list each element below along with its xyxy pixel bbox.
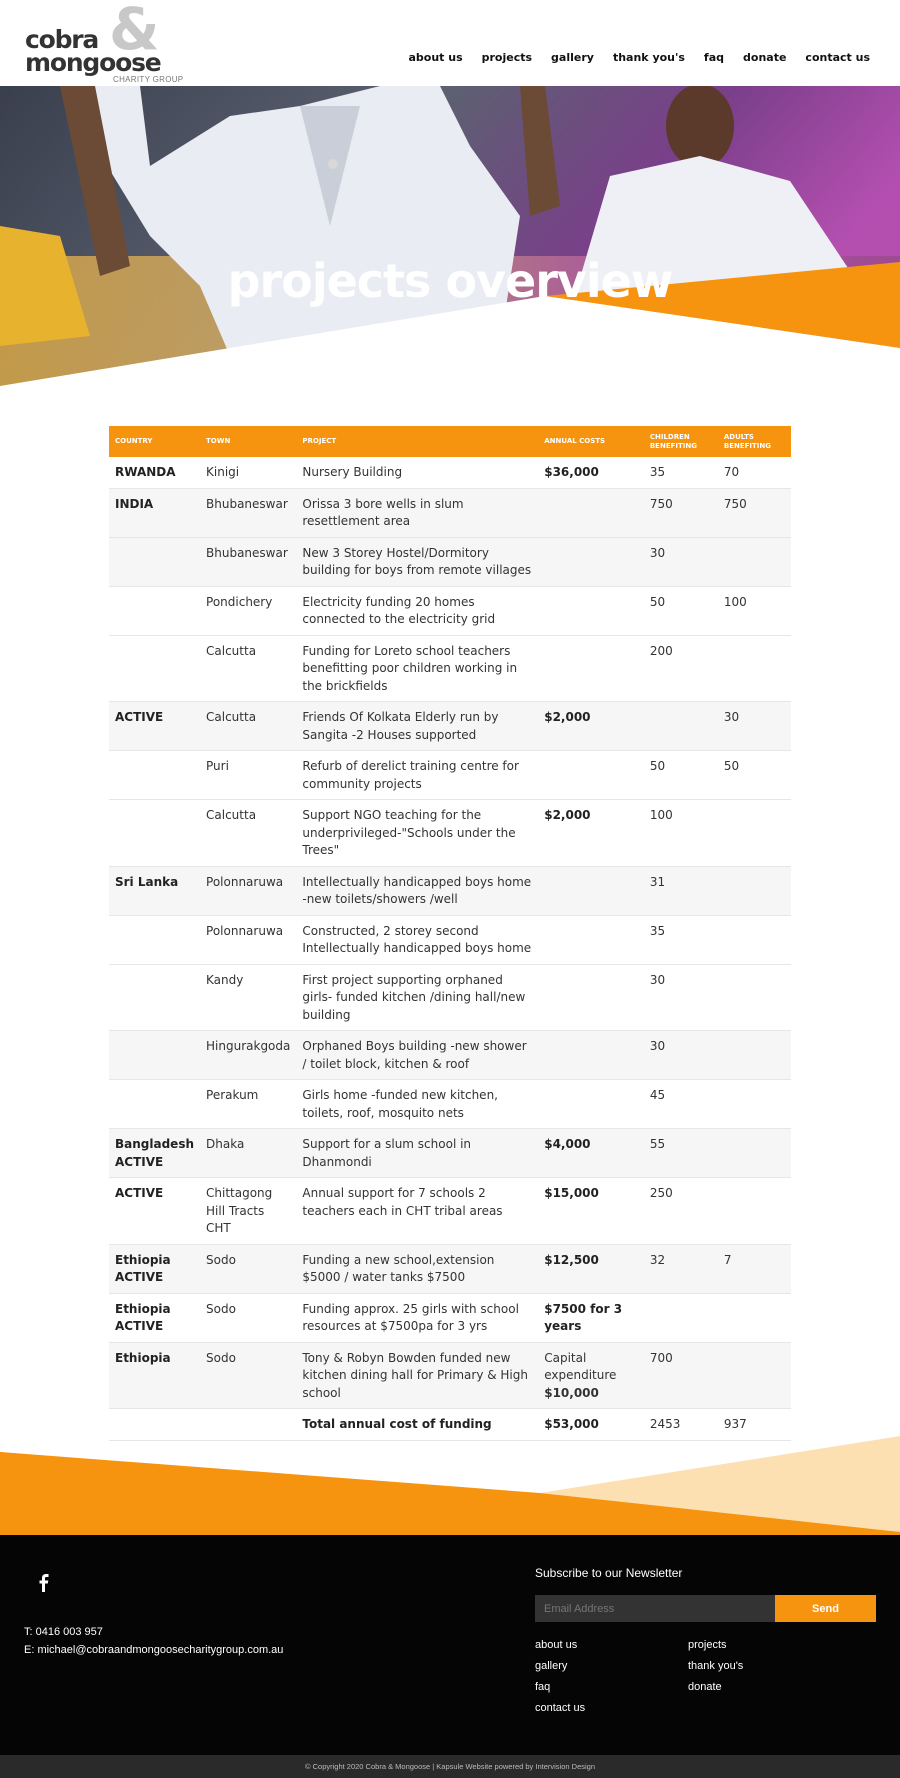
cell-country: Bangladesh ACTIVE [109, 1129, 200, 1178]
table-row [109, 1244, 791, 1293]
cell-children: 750 [644, 488, 718, 537]
cell-country: Ethiopia [109, 1342, 200, 1409]
cell-children: 700 [644, 1342, 718, 1409]
nav-thank-yous[interactable]: thank you's [612, 51, 685, 64]
cell-country: Ethiopia ACTIVE [109, 1293, 200, 1342]
cell-project: Girls home -funded new kitchen, toilets, roof, mosquito nets [296, 1080, 538, 1129]
cell-town: Hingurakgoda [200, 1031, 296, 1080]
footer-link-gallery[interactable]: gallery [535, 1660, 568, 1672]
footer-link-projects[interactable]: projects [688, 1639, 727, 1651]
cell-country: RWANDA [109, 457, 200, 488]
cell-annual-cost [538, 751, 644, 800]
table-row [109, 586, 791, 635]
cell-country [109, 635, 200, 702]
cell-country [109, 586, 200, 635]
cell-annual-cost: $7500 for 3 years [538, 1293, 644, 1342]
cell-town: Puri [200, 751, 296, 800]
cell-project: Annual support for 7 schools 2 teachers each in CHT tribal areas [296, 1178, 538, 1245]
cell-town: Bhubaneswar [200, 488, 296, 537]
logo-word-cobra: cobra [25, 25, 99, 54]
cell-adults [718, 866, 791, 915]
cell-adults: 30 [718, 702, 791, 751]
table-row [109, 964, 791, 1031]
nav-faq[interactable]: faq [703, 51, 725, 64]
cell-town: Perakum [200, 1080, 296, 1129]
main-nav [389, 51, 870, 64]
projects-table [109, 426, 791, 1441]
cell-annual-cost: $2,000 [538, 702, 644, 751]
cell-project: First project supporting orphaned girls- funded kitchen /dining hall/new building [296, 964, 538, 1031]
cell-annual-cost [538, 1031, 644, 1080]
logo-ampersand: & [109, 0, 160, 63]
phone-number: T: 0416 003 957 [24, 1626, 103, 1638]
cell-project: Friends Of Kolkata Elderly run by Sangita -2 Houses supported [296, 702, 538, 751]
newsletter-email-input[interactable] [535, 1595, 775, 1622]
cell-children: 200 [644, 635, 718, 702]
cell-children: 50 [644, 751, 718, 800]
cell-children: 100 [644, 800, 718, 867]
cell-project: Refurb of derelict training centre for community projects [296, 751, 538, 800]
copyright-bar: © Copyright 2020 Cobra & Mongoose | Kapsule Website powered by Intervision Design [0, 1755, 900, 1778]
cell-annual-cost [538, 635, 644, 702]
cell-adults [718, 635, 791, 702]
table-row [109, 457, 791, 488]
cell-town: Sodo [200, 1342, 296, 1409]
col-adults-benefiting: ADULTS BENEFITING [718, 426, 791, 457]
footer-link-donate[interactable]: donate [688, 1681, 722, 1693]
contact-info [24, 1623, 283, 1659]
cell-project: Intellectually handicapped boys home -new toilets/showers /well [296, 866, 538, 915]
cell-town: Calcutta [200, 635, 296, 702]
decorative-band [0, 1436, 900, 1536]
cell-town: Pondichery [200, 586, 296, 635]
cell-annual-cost: Capital expenditure $10,000 [538, 1342, 644, 1409]
cell-project: Tony & Robyn Bowden funded new kitchen dining hall for Primary & High school [296, 1342, 538, 1409]
footer-link-thank-yous[interactable]: thank you's [688, 1660, 744, 1672]
total-cost: $53,000 [538, 1409, 644, 1441]
table-row [109, 800, 791, 867]
cell-town: Chittagong Hill Tracts CHT [200, 1178, 296, 1245]
cell-project: Funding approx. 25 girls with school resources at $7500pa for 3 yrs [296, 1293, 538, 1342]
cell-annual-cost [538, 866, 644, 915]
cell-project: Orissa 3 bore wells in slum resettlement area [296, 488, 538, 537]
table-row [109, 1293, 791, 1342]
cell-adults [718, 1129, 791, 1178]
cell-town: Calcutta [200, 800, 296, 867]
cell-town: Polonnaruwa [200, 866, 296, 915]
footer-link-about-us[interactable]: about us [535, 1639, 578, 1651]
table-row [109, 1178, 791, 1245]
cell-annual-cost: $12,500 [538, 1244, 644, 1293]
cell-annual-cost: $2,000 [538, 800, 644, 867]
facebook-icon[interactable] [38, 1574, 50, 1592]
newsletter-send-button[interactable]: Send [775, 1595, 876, 1622]
cell-country [109, 751, 200, 800]
hero-photo [0, 86, 900, 396]
site-header [0, 0, 900, 86]
cell-children: 55 [644, 1129, 718, 1178]
cell-children: 32 [644, 1244, 718, 1293]
cell-project: New 3 Storey Hostel/Dormitory building for boys from remote villages [296, 537, 538, 586]
col-project: PROJECT [296, 426, 538, 457]
cell-adults: 50 [718, 751, 791, 800]
table-row [109, 1031, 791, 1080]
cell-country [109, 915, 200, 964]
cell-adults [718, 1080, 791, 1129]
col-country: COUNTRY [109, 426, 200, 457]
cell-annual-cost [538, 915, 644, 964]
cell-town: Dhaka [200, 1129, 296, 1178]
table-body [109, 457, 791, 1440]
cell-children: 45 [644, 1080, 718, 1129]
site-logo[interactable] [25, 0, 190, 84]
cell-adults: 750 [718, 488, 791, 537]
cell-adults: 70 [718, 457, 791, 488]
cell-country: ACTIVE [109, 1178, 200, 1245]
table-row [109, 537, 791, 586]
cell-annual-cost [538, 586, 644, 635]
cell-project: Funding a new school,extension $5000 / water tanks $7500 [296, 1244, 538, 1293]
footer-links [535, 1639, 785, 1729]
cell-town: Sodo [200, 1293, 296, 1342]
cell-town: Polonnaruwa [200, 915, 296, 964]
total-label: Total annual cost of funding [296, 1409, 538, 1441]
cell-children: 250 [644, 1178, 718, 1245]
table-row [109, 702, 791, 751]
nav-contact-us[interactable]: contact us [805, 51, 870, 64]
cell-town: Calcutta [200, 702, 296, 751]
cell-country: ACTIVE [109, 702, 200, 751]
cell-country [109, 1031, 200, 1080]
table-header-row [109, 426, 791, 457]
cell-adults: 100 [718, 586, 791, 635]
logo-word-mongoose: mongoose [25, 48, 161, 77]
col-annual-costs: ANNUAL COSTS [538, 426, 644, 457]
cell-adults [718, 1031, 791, 1080]
cell-country: Ethiopia ACTIVE [109, 1244, 200, 1293]
nav-projects[interactable]: projects [481, 51, 533, 64]
col-town: TOWN [200, 426, 296, 457]
cell-children: 30 [644, 964, 718, 1031]
cell-project: Orphaned Boys building -new shower / toilet block, kitchen & roof [296, 1031, 538, 1080]
cell-adults [718, 1342, 791, 1409]
logo-subtitle: CHARITY GROUP [113, 75, 184, 84]
cell-country [109, 964, 200, 1031]
cell-children: 35 [644, 915, 718, 964]
cell-adults [718, 1293, 791, 1342]
cell-children: 30 [644, 1031, 718, 1080]
cell-children: 35 [644, 457, 718, 488]
cell-country: Sri Lanka [109, 866, 200, 915]
cell-children [644, 1293, 718, 1342]
cell-project: Electricity funding 20 homes connected to the electricity grid [296, 586, 538, 635]
cell-town: Kinigi [200, 457, 296, 488]
cell-annual-cost-amount: $10,000 [544, 1385, 599, 1400]
email-address[interactable]: E: michael@cobraandmongoosecharitygroup.com.au [24, 1644, 284, 1656]
cell-children: 30 [644, 537, 718, 586]
cell-project: Support for a slum school in Dhanmondi [296, 1129, 538, 1178]
table-row [109, 488, 791, 537]
cell-project: Support NGO teaching for the underprivileged-"Schools under the Trees" [296, 800, 538, 867]
cell-town: Sodo [200, 1244, 296, 1293]
cell-adults: 7 [718, 1244, 791, 1293]
newsletter-title: Subscribe to our Newsletter [535, 1566, 683, 1580]
cell-children: 50 [644, 586, 718, 635]
cell-adults [718, 1178, 791, 1245]
table-row [109, 866, 791, 915]
cell-children [644, 702, 718, 751]
col-children-benefiting: CHILDREN BENEFITING [644, 426, 718, 457]
cell-annual-cost [538, 964, 644, 1031]
cell-annual-cost: $4,000 [538, 1129, 644, 1178]
table-row [109, 915, 791, 964]
cell-children: 31 [644, 866, 718, 915]
table-row [109, 1129, 791, 1178]
nav-gallery[interactable]: gallery [551, 51, 594, 64]
cell-adults [718, 537, 791, 586]
page-title: projects overview [227, 254, 673, 308]
cell-town: Kandy [200, 964, 296, 1031]
cell-annual-cost [538, 537, 644, 586]
table-row [109, 1080, 791, 1129]
cell-country [109, 800, 200, 867]
cell-adults [718, 964, 791, 1031]
total-children: 2453 [644, 1409, 718, 1441]
nav-donate[interactable]: donate [743, 51, 787, 64]
footer-link-faq[interactable]: faq [535, 1681, 551, 1693]
cell-annual-cost: $15,000 [538, 1178, 644, 1245]
cell-town: Bhubaneswar [200, 537, 296, 586]
table-row [109, 751, 791, 800]
table-row [109, 1342, 791, 1409]
nav-about-us[interactable]: about us [408, 51, 463, 64]
footer-link-contact-us[interactable]: contact us [535, 1702, 586, 1714]
cell-annual-cost: $36,000 [538, 457, 644, 488]
hero-banner [0, 86, 900, 396]
cell-adults [718, 800, 791, 867]
cell-country: INDIA [109, 488, 200, 537]
cell-country [109, 1080, 200, 1129]
cell-adults [718, 915, 791, 964]
cell-project: Nursery Building [296, 457, 538, 488]
cell-annual-cost [538, 1080, 644, 1129]
cell-project: Funding for Loreto school teachers benefitting poor children working in the brickfields [296, 635, 538, 702]
site-footer [0, 1535, 900, 1755]
table-row [109, 635, 791, 702]
total-adults: 937 [718, 1409, 791, 1441]
cell-project: Constructed, 2 storey second Intellectually handicapped boys home [296, 915, 538, 964]
cell-annual-cost [538, 488, 644, 537]
cell-country [109, 537, 200, 586]
